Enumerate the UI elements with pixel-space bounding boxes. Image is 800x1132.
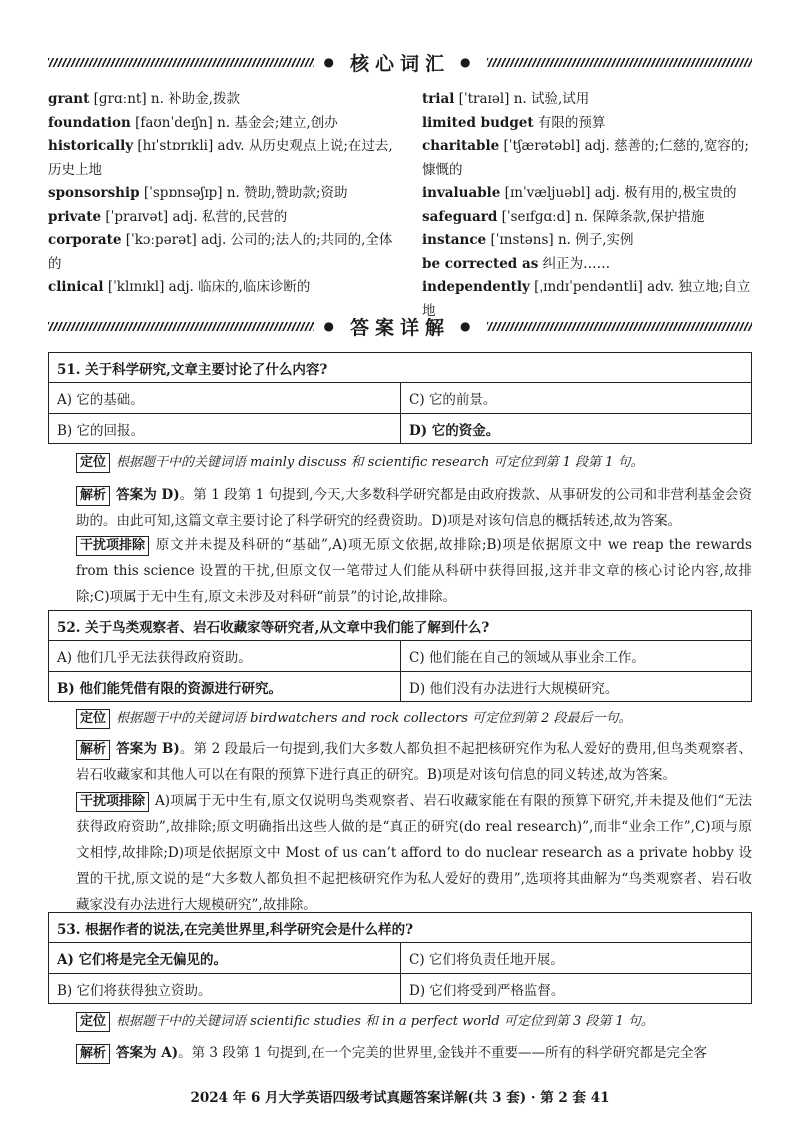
q52-distractor: 干扰项排除 A)项属于无中生有,原文仅说明鸟类观察者、岩石收藏家能在有限的预算下研究,并未提及他们“无法获得政府资助”,故排除;原文明确指出这些人做的是“真正的研究(do real research)”,而非“业余工作”,C)项与原文相悖,故排除;D)项是依据原文中 Most of us can’t afford to do nuclear research as a private hobby 设置的干扰,原文说的是“大多数人都负担不起把核研究作为私人爱好的费用”,选项将其曲解为“鸟类观察者、岩石收藏家没有办法进行大规模研究”,故排除。 bbox=[76, 793, 752, 913]
hatch-rule-right bbox=[487, 58, 753, 67]
bullet-dot: ● bbox=[323, 55, 340, 69]
q53-analysis: 解析 答案为 A)。第 3 段第 1 句提到,在一个完美的世界里,金钱并不重要——所有的科学研究都是完全客 bbox=[76, 1040, 752, 1066]
question-51-table bbox=[48, 352, 752, 444]
option-a: A) 它的基础。 bbox=[57, 392, 144, 408]
vocab-item: charitable [ˈtʃærətəbl] adj. 慈善的;仁慈的,宽容的;慷慨的 bbox=[422, 138, 749, 178]
bullet-dot: ● bbox=[323, 319, 340, 333]
vocab-item: corporate [ˈkɔːpərət] adj. 公司的;法人的;共同的,全体的 bbox=[48, 232, 393, 272]
vocab-section-header bbox=[48, 48, 752, 76]
option-c: C) 它的前景。 bbox=[400, 383, 751, 413]
locate-tag: 定位 bbox=[76, 709, 110, 729]
analysis-tag: 解析 bbox=[76, 486, 110, 506]
option-d: D) 它们将受到严格监督。 bbox=[400, 974, 751, 1003]
hatch-rule-left bbox=[48, 322, 314, 331]
distractor-tag: 干扰项排除 bbox=[76, 792, 149, 812]
vocab-item: historically [hɪˈstɒrɪkli] adv. 从历史观点上说;在过去,历史上地 bbox=[48, 138, 393, 178]
q52-locate: 定位 根据题干中的关键词语 birdwatchers and rock collectors 可定位到第 2 段最后一句。 bbox=[76, 705, 752, 732]
vocab-item: trial [ˈtraɪəl] n. 试验,试用 bbox=[422, 91, 590, 107]
vocab-column-right bbox=[422, 88, 752, 323]
q51-analysis: 解析 答案为 D)。第 1 段第 1 句提到,今天,大多数科学研究都是由政府拨款、从事研发的公司和非营利基金会资助的。由此可知,这篇文章主要讨论了科学研究的经费资助。D)项是对该句信息的概括转述,故为答案。 bbox=[76, 487, 752, 529]
vocab-item: invaluable [ɪnˈvæljuəbl] adj. 极有用的,极宝贵的 bbox=[422, 185, 737, 201]
option-c: C) 它们将负责任地开展。 bbox=[400, 943, 751, 973]
page-footer: 2024 年 6 月大学英语四级考试真题答案详解(共 3 套) · 第 2 套 41 bbox=[190, 1090, 610, 1106]
vocab-item: instance [ˈɪnstəns] n. 例子,实例 bbox=[422, 232, 634, 248]
vocab-list bbox=[48, 88, 752, 323]
option-c: C) 他们能在自己的领域从事业余工作。 bbox=[400, 641, 751, 671]
vocab-item: private [ˈpraɪvət] adj. 私营的,民营的 bbox=[48, 208, 288, 225]
vocab-item: clinical [ˈklɪnɪkl] adj. 临床的,临床诊断的 bbox=[48, 279, 311, 295]
vocab-column-left bbox=[48, 88, 398, 323]
q52-analysis: 解析 答案为 B)。第 2 段最后一句提到,我们大多数人都负担不起把核研究作为私人爱好的费用,但鸟类观察者、岩石收藏家和其他人可以在有限的预算下进行真正的研究。B)项是对该句信息的同义转述,故为答案。 bbox=[76, 741, 752, 783]
vocab-item: sponsorship [ˈspɒnsəʃɪp] n. 赞助,赞助款;资助 bbox=[48, 185, 348, 201]
q51-locate: 定位 根据题干中的关键词语 mainly discuss 和 scientific research 可定位到第 1 段第 1 句。 bbox=[76, 449, 752, 476]
bullet-dot: ● bbox=[460, 55, 477, 69]
locate-tag: 定位 bbox=[76, 1012, 110, 1032]
analysis-tag: 解析 bbox=[76, 1044, 110, 1064]
option-a-correct: A) 它们将是完全无偏见的。 bbox=[57, 952, 228, 968]
vocab-item: limited budget 有限的预算 bbox=[422, 114, 606, 131]
option-d: D) 他们没有办法进行大规模研究。 bbox=[400, 672, 751, 701]
vocab-item: independently [ˌɪndɪˈpendəntli] adv. 独立地;自立地 bbox=[422, 279, 751, 319]
distractor-tag: 干扰项排除 bbox=[76, 536, 149, 556]
question-53-table bbox=[48, 912, 752, 1004]
option-d-correct: D) 它的资金。 bbox=[400, 414, 751, 443]
vocab-item: foundation [faʊnˈdeɪʃn] n. 基金会;建立,创办 bbox=[48, 114, 338, 131]
question-title: 51. 关于科学研究,文章主要讨论了什么内容? bbox=[49, 353, 751, 383]
vocab-section-title: 核心词汇 bbox=[350, 52, 451, 75]
hatch-rule-right bbox=[487, 322, 753, 331]
option-b: B) 它们将获得独立资助。 bbox=[57, 982, 212, 999]
question-52-table bbox=[48, 610, 752, 702]
q53-locate: 定位 根据题干中的关键词语 scientific studies 和 in a perfect world 可定位到第 3 段第 1 句。 bbox=[76, 1008, 752, 1035]
locate-tag: 定位 bbox=[76, 453, 110, 473]
q51-distractor: 干扰项排除 原文并未提及科研的“基础”,A)项无原文依据,故排除;B)项是依据原文中 we reap the rewards from this science 设置的干扰,但原文仅一笔带过人们能从科研中获得回报,这并非文章的核心讨论内容,故排除;C)项属于无中生有,原文未涉及对科研“前景”的讨论,故排除。 bbox=[76, 537, 752, 605]
answers-section-header bbox=[48, 312, 752, 340]
vocab-item: grant [ɡrɑːnt] n. 补助金,拨款 bbox=[48, 91, 240, 107]
option-b: B) 它的回报。 bbox=[57, 422, 144, 439]
vocab-item: be corrected as 纠正为…… bbox=[422, 255, 611, 272]
option-a: A) 他们几乎无法获得政府资助。 bbox=[57, 650, 252, 666]
hatch-rule-left bbox=[48, 58, 314, 67]
option-b-correct: B) 他们能凭借有限的资源进行研究。 bbox=[57, 680, 282, 697]
analysis-tag: 解析 bbox=[76, 740, 110, 760]
vocab-item: safeguard [ˈseɪfɡɑːd] n. 保障条款,保护措施 bbox=[422, 208, 705, 225]
answers-section-title: 答案详解 bbox=[350, 316, 451, 339]
question-title: 52. 关于鸟类观察者、岩石收藏家等研究者,从文章中我们能了解到什么? bbox=[49, 611, 751, 641]
question-title: 53. 根据作者的说法,在完美世界里,科学研究会是什么样的? bbox=[49, 913, 751, 943]
bullet-dot: ● bbox=[460, 319, 477, 333]
